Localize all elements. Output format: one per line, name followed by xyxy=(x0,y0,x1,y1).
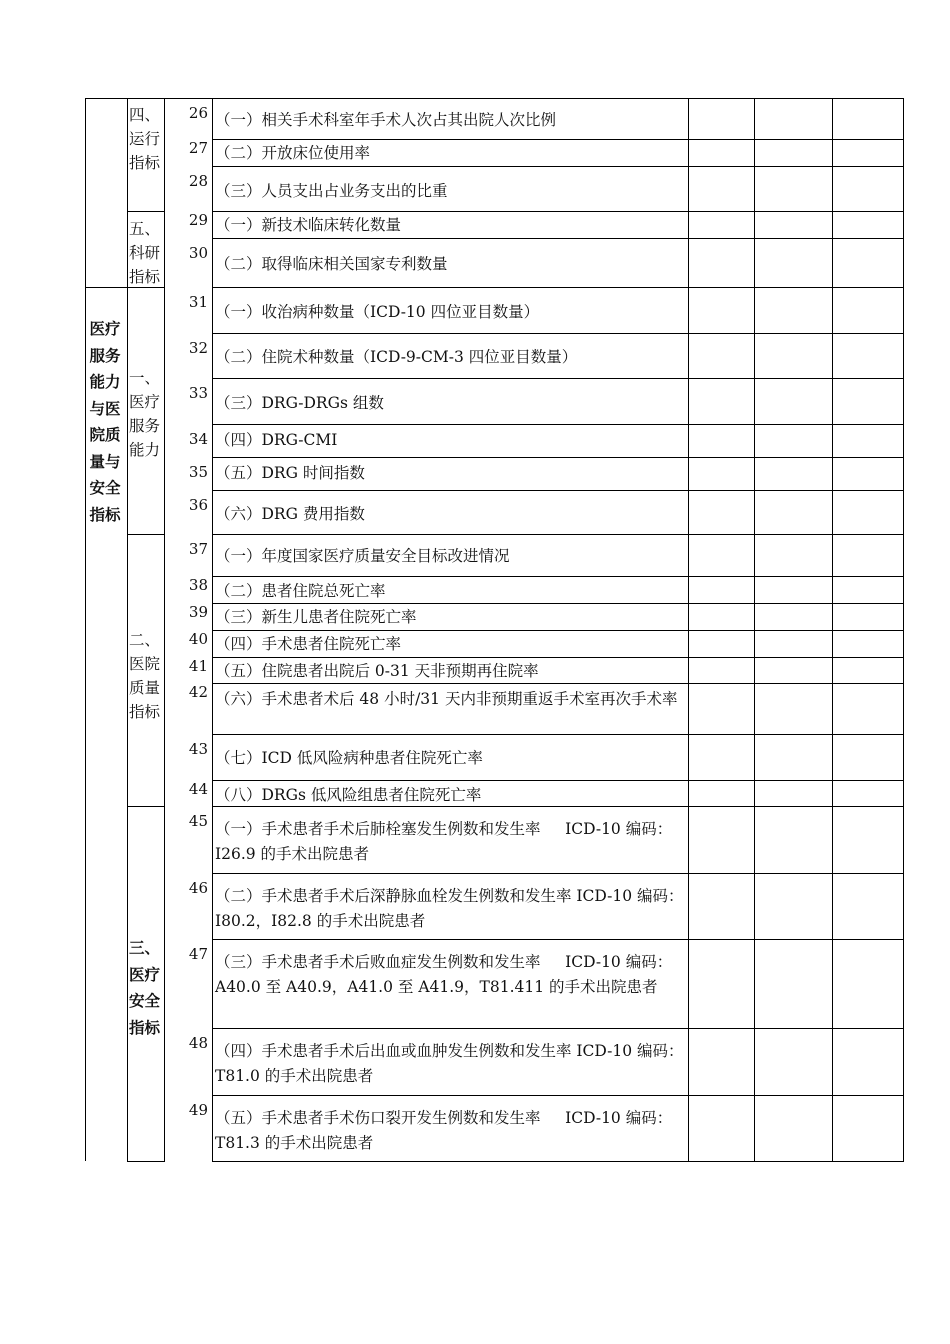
section-bottom-border xyxy=(127,1161,165,1162)
indicator-text: （七）ICD 低风险病种患者住院死亡率 xyxy=(215,749,483,767)
score-cell-1[interactable] xyxy=(689,99,754,139)
row-number: 42 xyxy=(188,683,208,701)
score-cell-1[interactable] xyxy=(689,1029,754,1095)
score-cell-1[interactable] xyxy=(689,425,754,457)
indicator-text: （三）DRG-DRGs 组数 xyxy=(215,394,384,412)
score-cell-3[interactable] xyxy=(833,288,903,333)
score-cell-3[interactable] xyxy=(833,874,903,939)
table-bottom-border xyxy=(212,1161,904,1162)
row-number: 48 xyxy=(188,1034,208,1052)
score-cell-1[interactable] xyxy=(689,604,754,630)
score-cell-1[interactable] xyxy=(689,140,754,166)
score-cell-1[interactable] xyxy=(689,781,754,806)
score-cell-3[interactable] xyxy=(833,491,903,534)
score-cell-3[interactable] xyxy=(833,167,903,211)
score-cell-1[interactable] xyxy=(689,167,754,211)
indicator-text: （二）患者住院总死亡率 xyxy=(215,582,386,600)
indicator-text: （二）开放床位使用率 xyxy=(215,144,371,162)
indicator-text: （二）手术患者手术后深静脉血栓发生例数和发生率 ICD-10 编码：I80.2，I82.8 的手术出院患者 xyxy=(215,887,684,930)
score-cell-2[interactable] xyxy=(755,239,832,287)
score-cell-3[interactable] xyxy=(833,631,903,657)
indicator-text: （一）新技术临床转化数量 xyxy=(215,216,402,234)
score-cell-2[interactable] xyxy=(755,99,832,139)
row-number: 33 xyxy=(188,384,208,402)
row-number: 34 xyxy=(188,430,208,448)
score-cell-3[interactable] xyxy=(833,99,903,139)
indicator-text: （一）相关手术科室年手术人次占其出院人次比例 xyxy=(215,111,557,129)
score-cell-1[interactable] xyxy=(689,491,754,534)
table-left-border xyxy=(85,98,86,1161)
row-number: 41 xyxy=(188,657,208,675)
score-cell-3[interactable] xyxy=(833,577,903,603)
indicator-text: （三）手术患者手术后败血症发生例数和发生率 ICD-10 编码：A40.0 至 A40.9，A41.0 至 A41.9，T81.411 的手术出院患者 xyxy=(215,953,673,996)
section-divider xyxy=(127,806,165,807)
score-cell-2[interactable] xyxy=(755,167,832,211)
score-cell-3[interactable] xyxy=(833,781,903,806)
score-cell-1[interactable] xyxy=(689,940,754,1028)
score-cell-2[interactable] xyxy=(755,807,832,873)
score-cell-2[interactable] xyxy=(755,658,832,683)
row-number: 38 xyxy=(188,576,208,594)
score-cell-1[interactable] xyxy=(689,631,754,657)
score-cell-1[interactable] xyxy=(689,458,754,490)
score-cell-3[interactable] xyxy=(833,1096,903,1161)
category-label: 医疗服务能力与医院质量与安全指标 xyxy=(89,319,121,524)
category-divider xyxy=(85,287,128,288)
score-cell-2[interactable] xyxy=(755,1096,832,1161)
score-cell-1[interactable] xyxy=(689,239,754,287)
score-cell-1[interactable] xyxy=(689,577,754,603)
score-cell-1[interactable] xyxy=(689,874,754,939)
score-cell-2[interactable] xyxy=(755,140,832,166)
section-label-s4: 四、 运行 指标 xyxy=(129,106,161,172)
section-label-s5: 五、 科研 指标 xyxy=(129,220,161,286)
score-cell-2[interactable] xyxy=(755,874,832,939)
indicator-text: （四）DRG-CMI xyxy=(215,431,338,449)
row-number: 43 xyxy=(188,740,208,758)
score-cell-1[interactable] xyxy=(689,334,754,378)
score-cell-3[interactable] xyxy=(833,140,903,166)
row-number: 45 xyxy=(188,812,208,830)
score-cell-3[interactable] xyxy=(833,334,903,378)
score-cell-1[interactable] xyxy=(689,807,754,873)
score-cell-2[interactable] xyxy=(755,491,832,534)
score-cell-3[interactable] xyxy=(833,807,903,873)
score-cell-3[interactable] xyxy=(833,658,903,683)
score-cell-3[interactable] xyxy=(833,535,903,576)
score-cell-2[interactable] xyxy=(755,577,832,603)
score-cell-1[interactable] xyxy=(689,735,754,780)
row-number: 26 xyxy=(188,104,208,122)
score-cell-3[interactable] xyxy=(833,212,903,238)
score-cell-2[interactable] xyxy=(755,684,832,734)
indicator-text: （一）年度国家医疗质量安全目标改进情况 xyxy=(215,547,510,565)
indicator-text: （一）收治病种数量（ICD-10 四位亚目数量） xyxy=(215,303,540,321)
row-number: 46 xyxy=(188,879,208,897)
score-cell-1[interactable] xyxy=(689,288,754,333)
row-number: 28 xyxy=(188,172,208,190)
score-cell-1[interactable] xyxy=(689,1096,754,1161)
score-cell-2[interactable] xyxy=(755,212,832,238)
indicator-text: （五）手术患者手术伤口裂开发生例数和发生率 ICD-10 编码：T81.3 的手术出院患者 xyxy=(215,1109,673,1152)
indicator-text: （三）新生儿患者住院死亡率 xyxy=(215,608,417,626)
score-cell-3[interactable] xyxy=(833,604,903,630)
row-number: 49 xyxy=(188,1101,208,1119)
indicator-text: （一）手术患者手术后肺栓塞发生例数和发生率 ICD-10 编码：I26.9 的手术出院患者 xyxy=(215,820,673,863)
indicator-text: （三）人员支出占业务支出的比重 xyxy=(215,182,448,200)
score-cell-2[interactable] xyxy=(755,458,832,490)
indicator-text: （二）住院术种数量（ICD-9-CM-3 四位亚目数量） xyxy=(215,348,578,366)
score-cell-1[interactable] xyxy=(689,684,754,734)
row-number: 39 xyxy=(188,603,208,621)
score-cell-3[interactable] xyxy=(833,379,903,424)
section-label-s3: 三、 医疗 安全 指标 xyxy=(129,938,161,1037)
row-number: 44 xyxy=(188,780,208,798)
section-label-s2: 二、 医院 质量 指标 xyxy=(129,631,161,721)
indicator-text: （五）住院患者出院后 0-31 天非预期再住院率 xyxy=(215,662,539,680)
score-cell-2[interactable] xyxy=(755,1029,832,1095)
row-number: 35 xyxy=(188,463,208,481)
row-number: 36 xyxy=(188,496,208,514)
score-cell-2[interactable] xyxy=(755,781,832,806)
score-cell-3[interactable] xyxy=(833,940,903,1028)
score-cell-1[interactable] xyxy=(689,535,754,576)
score-cell-2[interactable] xyxy=(755,334,832,378)
row-number: 29 xyxy=(188,211,208,229)
column-divider xyxy=(127,98,128,1161)
row-number: 40 xyxy=(188,630,208,648)
score-cell-1[interactable] xyxy=(689,212,754,238)
score-cell-2[interactable] xyxy=(755,735,832,780)
score-cell-2[interactable] xyxy=(755,604,832,630)
indicator-text: （四）手术患者手术后出血或血肿发生例数和发生率 ICD-10 编码：T81.0 的手术出院患者 xyxy=(215,1042,684,1085)
score-cell-3[interactable] xyxy=(833,1029,903,1095)
section-label-s1: 一、 医疗 服务 能力 xyxy=(129,369,161,459)
score-cell-2[interactable] xyxy=(755,425,832,457)
indicator-text: （六）手术患者术后 48 小时/31 天内非预期重返手术室再次手术率 xyxy=(215,690,678,708)
section-divider xyxy=(127,534,165,535)
row-number: 32 xyxy=(188,339,208,357)
row-number: 31 xyxy=(188,293,208,311)
score-cell-1[interactable] xyxy=(689,379,754,424)
score-cell-2[interactable] xyxy=(755,535,832,576)
indicator-text: （六）DRG 费用指数 xyxy=(215,505,365,523)
score-cell-3[interactable] xyxy=(833,684,903,734)
row-number: 27 xyxy=(188,139,208,157)
indicator-text: （五）DRG 时间指数 xyxy=(215,464,365,482)
score-cell-2[interactable] xyxy=(755,631,832,657)
score-cell-2[interactable] xyxy=(755,940,832,1028)
row-number: 37 xyxy=(188,540,208,558)
indicator-text: （二）取得临床相关国家专利数量 xyxy=(215,255,448,273)
row-number: 30 xyxy=(188,244,208,262)
row-number: 47 xyxy=(188,945,208,963)
score-cell-3[interactable] xyxy=(833,458,903,490)
indicator-text: （四）手术患者住院死亡率 xyxy=(215,635,402,653)
score-cell-3[interactable] xyxy=(833,735,903,780)
score-cell-2[interactable] xyxy=(755,288,832,333)
score-cell-1[interactable] xyxy=(689,658,754,683)
score-cell-3[interactable] xyxy=(833,425,903,457)
indicator-text: （八）DRGs 低风险组患者住院死亡率 xyxy=(215,786,482,804)
section-divider xyxy=(127,211,165,212)
score-cell-3[interactable] xyxy=(833,239,903,287)
score-cell-2[interactable] xyxy=(755,379,832,424)
